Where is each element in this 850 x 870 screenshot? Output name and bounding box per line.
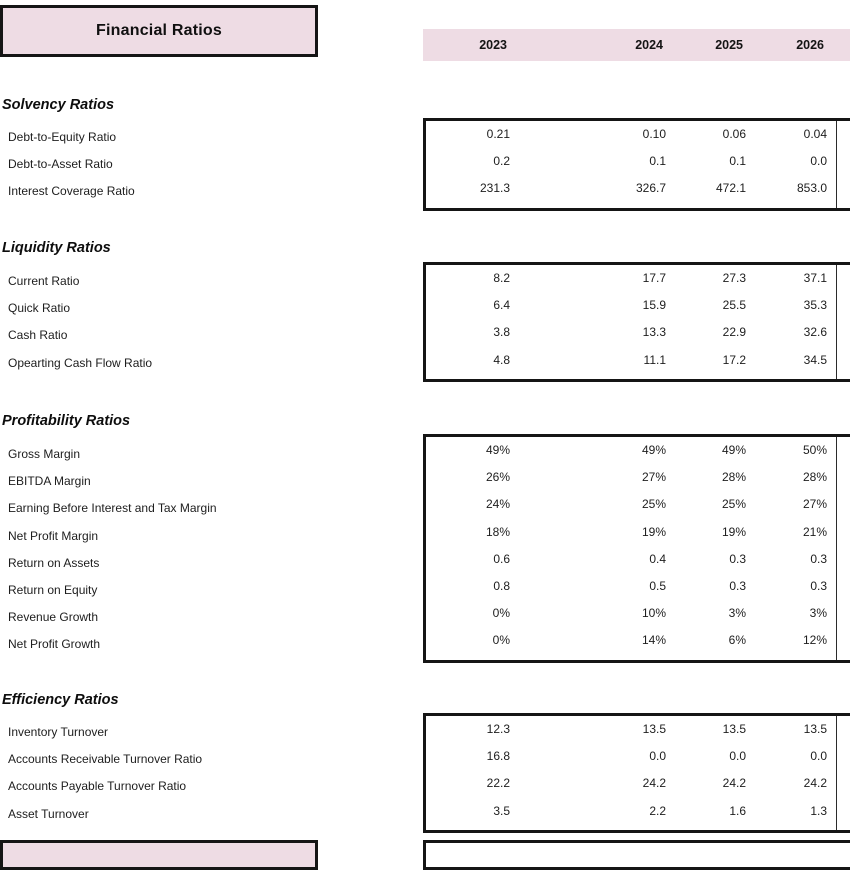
data-cell: 27% bbox=[802, 497, 827, 512]
data-box-liquidity bbox=[423, 262, 850, 382]
data-cell: 19% bbox=[641, 524, 666, 539]
year-header-2024: 2024 bbox=[635, 38, 663, 52]
data-cell: 853.0 bbox=[796, 181, 827, 196]
data-cell: 18% bbox=[485, 524, 510, 539]
data-cell: 0.3 bbox=[810, 579, 827, 593]
row-label: Revenue Growth bbox=[8, 610, 99, 625]
page-title: Financial Ratios bbox=[96, 22, 222, 39]
section-heading-liquidity: Liquidity Ratios bbox=[2, 240, 111, 256]
section-heading-efficiency: Efficiency Ratios bbox=[2, 692, 119, 708]
data-cell: 8.2 bbox=[493, 271, 510, 285]
data-cell: 14% bbox=[641, 633, 666, 648]
column-rule bbox=[836, 121, 837, 208]
data-cell: 49% bbox=[485, 443, 510, 457]
data-cell: 24.2 bbox=[642, 776, 666, 791]
data-cell: 231.3 bbox=[479, 181, 510, 196]
data-cell: 3.5 bbox=[493, 803, 510, 818]
data-box-profitability bbox=[423, 434, 850, 663]
data-cell: 0.8 bbox=[493, 579, 510, 593]
data-cell: 12.3 bbox=[486, 722, 510, 736]
year-header-row bbox=[423, 29, 850, 61]
column-rule bbox=[836, 437, 837, 660]
section-heading-solvency: Solvency Ratios bbox=[2, 97, 115, 113]
data-cell: 0.21 bbox=[486, 127, 510, 141]
row-label: Debt-to-Asset Ratio bbox=[8, 157, 113, 172]
row-label: Gross Margin bbox=[8, 447, 81, 461]
data-cell: 0% bbox=[492, 606, 510, 621]
section-heading-profitability: Profitability Ratios bbox=[2, 413, 131, 429]
data-cell: 49% bbox=[641, 443, 666, 457]
row-label: Accounts Payable Turnover Ratio bbox=[8, 779, 187, 794]
row-label: Inventory Turnover bbox=[8, 725, 109, 739]
data-cell: 25% bbox=[641, 497, 666, 512]
row-label: Interest Coverage Ratio bbox=[8, 184, 135, 199]
data-cell: 0.1 bbox=[649, 154, 666, 169]
data-cell: 21% bbox=[802, 524, 827, 539]
data-cell: 13.5 bbox=[642, 722, 666, 736]
data-cell: 50% bbox=[802, 443, 827, 457]
data-cell: 0.4 bbox=[649, 551, 666, 566]
data-cell: 15.9 bbox=[642, 298, 666, 313]
data-cell: 19% bbox=[721, 524, 746, 539]
data-cell: 472.1 bbox=[715, 181, 746, 196]
data-box-efficiency bbox=[423, 713, 850, 833]
data-cell: 0.1 bbox=[729, 154, 746, 169]
year-header-2026: 2026 bbox=[796, 38, 824, 52]
row-label: Accounts Receivable Turnover Ratio bbox=[8, 752, 203, 767]
row-label: EBITDA Margin bbox=[8, 474, 91, 489]
data-cell: 27.3 bbox=[722, 271, 746, 285]
data-cell: 17.2 bbox=[722, 352, 746, 367]
data-cell: 0% bbox=[492, 633, 510, 648]
data-cell: 0.3 bbox=[810, 551, 827, 566]
data-cell: 0.0 bbox=[810, 749, 827, 764]
data-cell: 17.7 bbox=[642, 271, 666, 285]
data-cell: 0.3 bbox=[729, 551, 746, 566]
data-cell: 28% bbox=[721, 470, 746, 485]
row-label: Earning Before Interest and Tax Margin bbox=[8, 501, 217, 516]
financial-ratios-title-box bbox=[0, 5, 318, 57]
data-cell: 12% bbox=[802, 633, 827, 648]
data-cell: 24% bbox=[485, 497, 510, 512]
year-header-2023: 2023 bbox=[479, 38, 507, 52]
data-cell: 13.3 bbox=[642, 325, 666, 340]
data-cell: 3% bbox=[728, 606, 746, 621]
row-label: Opearting Cash Flow Ratio bbox=[8, 355, 153, 370]
data-cell: 6.4 bbox=[493, 298, 510, 313]
data-box-solvency bbox=[423, 118, 850, 211]
data-cell: 0.04 bbox=[803, 127, 827, 141]
data-cell: 27% bbox=[641, 470, 666, 485]
data-cell: 0.6 bbox=[493, 551, 510, 566]
column-rule bbox=[836, 265, 837, 379]
row-label: Net Profit Growth bbox=[8, 637, 101, 652]
data-cell: 10% bbox=[641, 606, 666, 621]
row-label: Return on Equity bbox=[8, 583, 98, 597]
data-cell: 49% bbox=[721, 443, 746, 457]
row-label: Debt-to-Equity Ratio bbox=[8, 130, 117, 144]
data-cell: 0.2 bbox=[493, 154, 510, 169]
data-cell: 16.8 bbox=[486, 749, 510, 764]
row-label: Quick Ratio bbox=[8, 301, 71, 316]
data-cell: 0.06 bbox=[722, 127, 746, 141]
data-cell: 24.2 bbox=[803, 776, 827, 791]
data-cell: 37.1 bbox=[803, 271, 827, 285]
data-cell: 13.5 bbox=[722, 722, 746, 736]
data-cell: 13.5 bbox=[803, 722, 827, 736]
year-header-2025: 2025 bbox=[715, 38, 743, 52]
data-cell: 6% bbox=[728, 633, 746, 648]
data-cell: 11.1 bbox=[643, 352, 666, 367]
data-cell: 0.0 bbox=[729, 749, 746, 764]
data-cell: 32.6 bbox=[803, 325, 827, 340]
data-cell: 25.5 bbox=[722, 298, 746, 313]
data-cell: 0.10 bbox=[642, 127, 666, 141]
data-cell: 34.5 bbox=[803, 352, 827, 367]
data-cell: 2.2 bbox=[649, 803, 666, 818]
data-cell: 1.6 bbox=[729, 803, 746, 818]
data-cell: 22.2 bbox=[486, 776, 510, 791]
data-cell: 326.7 bbox=[635, 181, 666, 196]
data-cell: 4.8 bbox=[493, 352, 510, 367]
data-cell: 25% bbox=[721, 497, 746, 512]
data-cell: 22.9 bbox=[722, 325, 746, 340]
data-cell: 24.2 bbox=[722, 776, 746, 791]
column-rule bbox=[836, 716, 837, 830]
row-label: Net Profit Margin bbox=[8, 528, 99, 543]
data-cell: 0.3 bbox=[729, 579, 746, 593]
row-label: Return on Assets bbox=[8, 555, 100, 570]
next-section-title-box bbox=[0, 840, 318, 870]
data-cell: 0.0 bbox=[810, 154, 827, 169]
data-cell: 35.3 bbox=[803, 298, 827, 313]
data-cell: 28% bbox=[802, 470, 827, 485]
data-cell: 0.0 bbox=[649, 749, 666, 764]
data-cell: 3.8 bbox=[493, 325, 510, 340]
data-cell: 1.3 bbox=[810, 803, 827, 818]
data-cell: 0.5 bbox=[649, 579, 666, 593]
row-label: Current Ratio bbox=[8, 274, 80, 288]
data-cell: 3% bbox=[809, 606, 827, 621]
next-section-data-box bbox=[423, 840, 850, 870]
row-label: Asset Turnover bbox=[8, 806, 89, 821]
data-cell: 26% bbox=[485, 470, 510, 485]
row-label: Cash Ratio bbox=[8, 328, 68, 343]
